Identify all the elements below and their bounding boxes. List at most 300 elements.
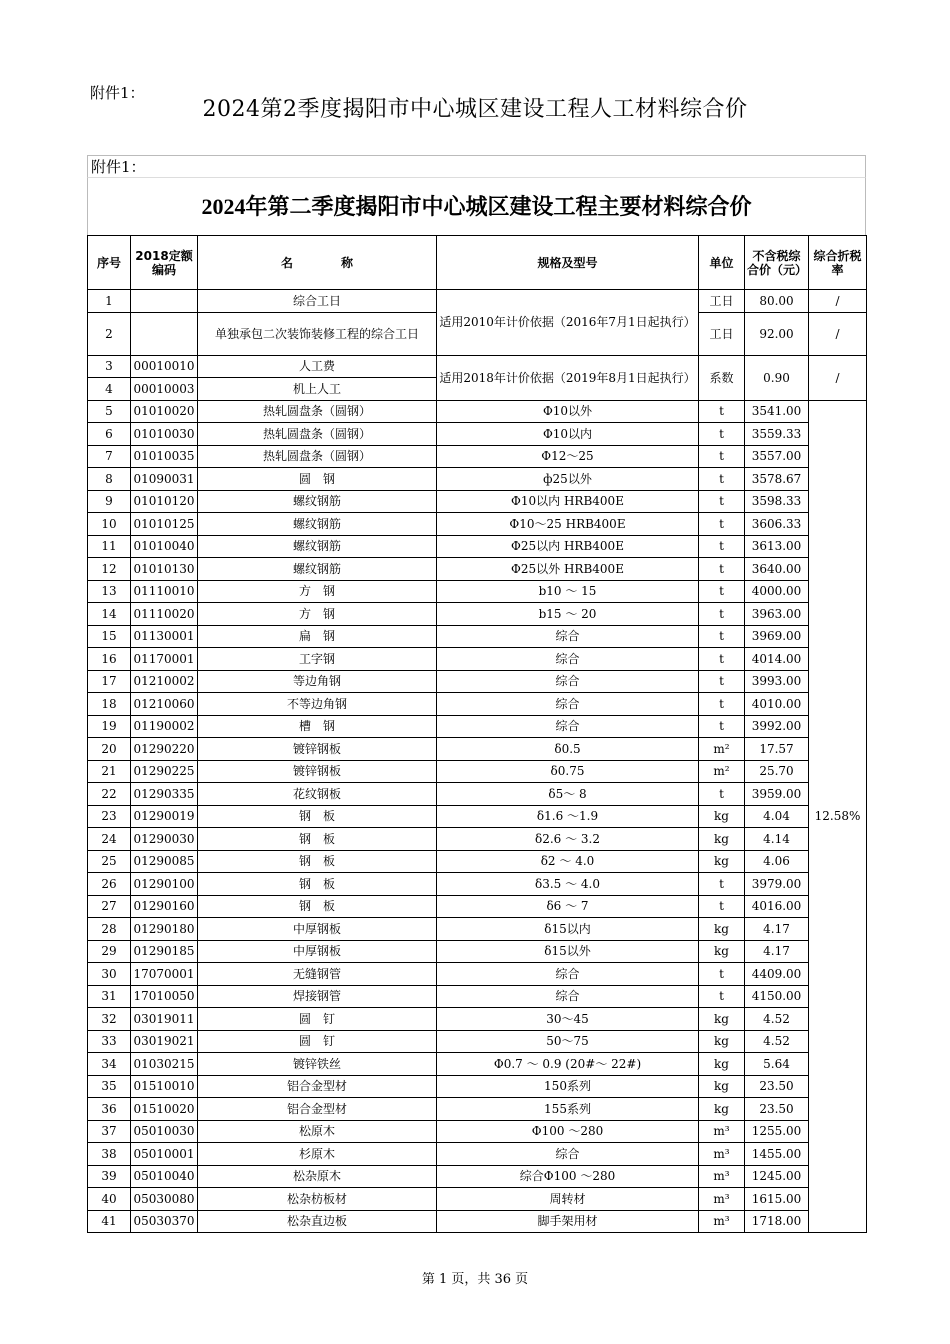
cell-seq: 5 [88, 400, 131, 423]
cell-seq: 37 [88, 1120, 131, 1143]
cell-spec: 150系列 [437, 1075, 699, 1098]
cell-price: 4016.00 [745, 895, 809, 918]
cell-price: 4150.00 [745, 985, 809, 1008]
cell-price: 3598.33 [745, 490, 809, 513]
cell-name: 松杂枋板材 [198, 1188, 437, 1211]
cell-name: 镀锌钢板 [198, 760, 437, 783]
cell-spec: δ15以外 [437, 940, 699, 963]
cell-name: 不等边角钢 [198, 693, 437, 716]
cell-seq: 4 [88, 378, 131, 401]
cell-seq: 41 [88, 1210, 131, 1233]
cell-name: 等边角钢 [198, 670, 437, 693]
cell-unit: t [699, 603, 745, 626]
cell-unit: t [699, 400, 745, 423]
cell-seq: 29 [88, 940, 131, 963]
cell-price: 17.57 [745, 738, 809, 761]
cell-price: 3559.33 [745, 423, 809, 446]
cell-price: 1718.00 [745, 1210, 809, 1233]
cell-unit: kg [699, 850, 745, 873]
cell-unit: kg [699, 940, 745, 963]
sheet-title: 2024年第二季度揭阳市中心城区建设工程主要材料综合价 [87, 177, 866, 235]
cell-price: 3613.00 [745, 535, 809, 558]
cell-name: 铝合金型材 [198, 1098, 437, 1121]
cell-price: 23.50 [745, 1075, 809, 1098]
cell-spec: 综合 [437, 1143, 699, 1166]
cell-spec: δ6 ～ 7 [437, 895, 699, 918]
cell-seq: 36 [88, 1098, 131, 1121]
cell-code: 01290335 [131, 783, 198, 806]
cell-spec: 综合 [437, 985, 699, 1008]
cell-name: 机上人工 [198, 378, 437, 401]
cell-unit: m³ [699, 1188, 745, 1211]
cell-unit: 工日 [699, 290, 745, 313]
cell-unit: t [699, 895, 745, 918]
cell-name: 杉原木 [198, 1143, 437, 1166]
cell-price: 25.70 [745, 760, 809, 783]
cell-unit: t [699, 535, 745, 558]
cell-code: 05010001 [131, 1143, 198, 1166]
table-row [88, 648, 867, 671]
cell-code: 01290180 [131, 918, 198, 941]
cell-name: 镀锌铁丝 [198, 1053, 437, 1076]
cell-unit: 系数 [699, 355, 745, 400]
cell-price: 1615.00 [745, 1188, 809, 1211]
cell-spec: Φ12～25 [437, 445, 699, 468]
table-row [88, 625, 867, 648]
cell-name: 螺纹钢筋 [198, 490, 437, 513]
cell-name: 铝合金型材 [198, 1075, 437, 1098]
cell-price: 1455.00 [745, 1143, 809, 1166]
cell-unit: kg [699, 1008, 745, 1031]
cell-spec: Φ10～25 HRB400E [437, 513, 699, 536]
table-row [88, 603, 867, 626]
cell-spec: δ15以内 [437, 918, 699, 941]
cell-unit: t [699, 873, 745, 896]
cell-code: 03019011 [131, 1008, 198, 1031]
page-title: 2024第2季度揭阳市中心城区建设工程人工材料综合价 [202, 97, 748, 122]
cell-rate: / [809, 355, 867, 400]
cell-unit: 工日 [699, 312, 745, 355]
cell-name: 松原木 [198, 1120, 437, 1143]
cell-price: 92.00 [745, 312, 809, 355]
cell-rate: 12.58% [809, 400, 867, 1233]
header-name: 名 称 [198, 236, 437, 290]
cell-spec: 适用2010年计价依据（2016年7月1日起执行） [437, 290, 699, 356]
cell-unit: kg [699, 918, 745, 941]
cell-seq: 9 [88, 490, 131, 513]
table-row [88, 580, 867, 603]
cell-seq: 28 [88, 918, 131, 941]
cell-price: 4000.00 [745, 580, 809, 603]
table-header-row [88, 236, 867, 290]
table-row [88, 985, 867, 1008]
cell-spec: 综合 [437, 693, 699, 716]
table-row [88, 1030, 867, 1053]
cell-price: 80.00 [745, 290, 809, 313]
header-rate: 综合折税率 [809, 236, 867, 290]
cell-code: 01010020 [131, 400, 198, 423]
cell-seq: 23 [88, 805, 131, 828]
cell-price: 3578.67 [745, 468, 809, 491]
cell-spec: Φ10以外 [437, 400, 699, 423]
cell-seq: 8 [88, 468, 131, 491]
table-row [88, 1120, 867, 1143]
table-row [88, 1053, 867, 1076]
cell-unit: kg [699, 1075, 745, 1098]
table-row [88, 535, 867, 558]
table-row [88, 805, 867, 828]
cell-unit: t [699, 468, 745, 491]
cell-unit: t [699, 445, 745, 468]
cell-code: 01510010 [131, 1075, 198, 1098]
price-sheet [87, 155, 866, 1233]
cell-price: 3993.00 [745, 670, 809, 693]
cell-price: 3969.00 [745, 625, 809, 648]
cell-price: 4014.00 [745, 648, 809, 671]
cell-name: 热轧圆盘条（圆钢） [198, 423, 437, 446]
cell-seq: 12 [88, 558, 131, 581]
cell-code: 01290220 [131, 738, 198, 761]
cell-code: 01170001 [131, 648, 198, 671]
table-row [88, 290, 867, 313]
cell-spec: δ1.6 ～1.9 [437, 805, 699, 828]
cell-unit: kg [699, 1098, 745, 1121]
table-row [88, 693, 867, 716]
cell-price: 3557.00 [745, 445, 809, 468]
cell-code: 17010050 [131, 985, 198, 1008]
cell-name: 松杂直边板 [198, 1210, 437, 1233]
cell-name: 花纹钢板 [198, 783, 437, 806]
cell-seq: 10 [88, 513, 131, 536]
cell-spec: 50～75 [437, 1030, 699, 1053]
cell-unit: kg [699, 1053, 745, 1076]
table-row [88, 423, 867, 446]
cell-seq: 14 [88, 603, 131, 626]
cell-price: 5.64 [745, 1053, 809, 1076]
cell-unit: t [699, 985, 745, 1008]
cell-code: 05030080 [131, 1188, 198, 1211]
cell-seq: 21 [88, 760, 131, 783]
cell-name: 钢 板 [198, 805, 437, 828]
cell-unit: t [699, 490, 745, 513]
cell-name: 松杂原木 [198, 1165, 437, 1188]
cell-seq: 17 [88, 670, 131, 693]
page-footer: 第 1 页，共 36 页 [421, 1272, 529, 1287]
cell-unit: t [699, 648, 745, 671]
cell-price: 3606.33 [745, 513, 809, 536]
cell-name: 钢 板 [198, 873, 437, 896]
cell-code: 01290100 [131, 873, 198, 896]
cell-price: 3541.00 [745, 400, 809, 423]
cell-name: 螺纹钢筋 [198, 535, 437, 558]
cell-code: 05010030 [131, 1120, 198, 1143]
cell-code: 01090031 [131, 468, 198, 491]
cell-seq: 22 [88, 783, 131, 806]
cell-name: 工字钢 [198, 648, 437, 671]
cell-code: 01510020 [131, 1098, 198, 1121]
cell-name: 中厚钢板 [198, 940, 437, 963]
table-row [88, 1008, 867, 1031]
cell-seq: 1 [88, 290, 131, 313]
cell-price: 3992.00 [745, 715, 809, 738]
cell-code: 01010040 [131, 535, 198, 558]
cell-price: 4.17 [745, 940, 809, 963]
cell-unit: t [699, 693, 745, 716]
cell-seq: 38 [88, 1143, 131, 1166]
cell-seq: 30 [88, 963, 131, 986]
cell-unit: m³ [699, 1165, 745, 1188]
cell-name: 方 钢 [198, 603, 437, 626]
cell-seq: 2 [88, 312, 131, 355]
cell-seq: 32 [88, 1008, 131, 1031]
cell-seq: 3 [88, 355, 131, 378]
cell-name: 槽 钢 [198, 715, 437, 738]
cell-unit: m³ [699, 1143, 745, 1166]
table-row [88, 850, 867, 873]
header-seq: 序号 [88, 236, 131, 290]
cell-code: 01110020 [131, 603, 198, 626]
cell-name: 钢 板 [198, 895, 437, 918]
cell-name: 钢 板 [198, 850, 437, 873]
cell-name: 无缝钢管 [198, 963, 437, 986]
cell-code: 01290185 [131, 940, 198, 963]
cell-spec: Φ100 ～280 [437, 1120, 699, 1143]
cell-unit: m² [699, 738, 745, 761]
cell-name: 综合工日 [198, 290, 437, 313]
table-row [88, 1210, 867, 1233]
cell-code: 01190002 [131, 715, 198, 738]
table-body [88, 290, 867, 1233]
cell-spec: 综合 [437, 670, 699, 693]
cell-seq: 39 [88, 1165, 131, 1188]
cell-seq: 13 [88, 580, 131, 603]
cell-name: 焊接钢管 [198, 985, 437, 1008]
cell-unit: kg [699, 828, 745, 851]
cell-name: 圆 钉 [198, 1008, 437, 1031]
cell-unit: t [699, 625, 745, 648]
cell-name: 中厚钢板 [198, 918, 437, 941]
cell-code: 01010120 [131, 490, 198, 513]
cell-price: 4.06 [745, 850, 809, 873]
cell-name: 圆 钢 [198, 468, 437, 491]
cell-unit: t [699, 558, 745, 581]
cell-spec: 30～45 [437, 1008, 699, 1031]
cell-price: 3959.00 [745, 783, 809, 806]
cell-name: 热轧圆盘条（圆钢） [198, 445, 437, 468]
cell-unit: t [699, 963, 745, 986]
cell-unit: kg [699, 805, 745, 828]
cell-unit: m³ [699, 1120, 745, 1143]
cell-price: 3963.00 [745, 603, 809, 626]
cell-spec: δ2.6 ～ 3.2 [437, 828, 699, 851]
table-row [88, 873, 867, 896]
cell-name: 方 钢 [198, 580, 437, 603]
cell-code: 01010130 [131, 558, 198, 581]
attachment-label: 附件1： [90, 84, 145, 102]
cell-code: 01010125 [131, 513, 198, 536]
cell-price: 3640.00 [745, 558, 809, 581]
table-row [88, 670, 867, 693]
table-row [88, 895, 867, 918]
cell-name: 圆 钉 [198, 1030, 437, 1053]
cell-price: 4.14 [745, 828, 809, 851]
cell-price: 4010.00 [745, 693, 809, 716]
cell-unit: kg [699, 1030, 745, 1053]
cell-code: 00010010 [131, 355, 198, 378]
cell-price: 1255.00 [745, 1120, 809, 1143]
cell-unit: m³ [699, 1210, 745, 1233]
cell-spec: Φ25以外 HRB400E [437, 558, 699, 581]
cell-unit: t [699, 783, 745, 806]
cell-seq: 7 [88, 445, 131, 468]
cell-seq: 16 [88, 648, 131, 671]
cell-spec: Φ10以内 [437, 423, 699, 446]
cell-spec: Φ0.7 ～ 0.9 (20#～ 22#) [437, 1053, 699, 1076]
cell-spec: δ0.75 [437, 760, 699, 783]
cell-price: 1245.00 [745, 1165, 809, 1188]
cell-seq: 31 [88, 985, 131, 1008]
cell-spec: b15 ～ 20 [437, 603, 699, 626]
price-table [87, 235, 867, 1233]
cell-seq: 19 [88, 715, 131, 738]
cell-rate: / [809, 312, 867, 355]
cell-seq: 6 [88, 423, 131, 446]
cell-seq: 33 [88, 1030, 131, 1053]
cell-seq: 24 [88, 828, 131, 851]
cell-seq: 26 [88, 873, 131, 896]
cell-code: 01290019 [131, 805, 198, 828]
cell-unit: t [699, 513, 745, 536]
cell-price: 4.52 [745, 1030, 809, 1053]
cell-spec: 综合 [437, 625, 699, 648]
cell-unit: t [699, 715, 745, 738]
cell-code [131, 290, 198, 313]
cell-spec: δ3.5 ～ 4.0 [437, 873, 699, 896]
table-row [88, 783, 867, 806]
cell-unit: t [699, 580, 745, 603]
cell-spec: Φ25以内 HRB400E [437, 535, 699, 558]
cell-name: 人工费 [198, 355, 437, 378]
table-row [88, 963, 867, 986]
cell-spec: δ5～ 8 [437, 783, 699, 806]
cell-spec: 脚手架用材 [437, 1210, 699, 1233]
cell-price: 23.50 [745, 1098, 809, 1121]
cell-price: 4.17 [745, 918, 809, 941]
cell-unit: t [699, 423, 745, 446]
cell-code: 01210002 [131, 670, 198, 693]
cell-code: 01030215 [131, 1053, 198, 1076]
table-row [88, 1143, 867, 1166]
table-row [88, 400, 867, 423]
cell-seq: 27 [88, 895, 131, 918]
cell-spec: δ2 ～ 4.0 [437, 850, 699, 873]
cell-spec: 适用2018年计价依据（2019年8月1日起执行） [437, 355, 699, 400]
header-code: 2018定额编码 [131, 236, 198, 290]
table-row [88, 355, 867, 378]
cell-code: 01110010 [131, 580, 198, 603]
table-row [88, 918, 867, 941]
table-row [88, 738, 867, 761]
cell-seq: 20 [88, 738, 131, 761]
cell-spec: 周转材 [437, 1188, 699, 1211]
cell-seq: 18 [88, 693, 131, 716]
table-row [88, 715, 867, 738]
cell-spec: δ0.5 [437, 738, 699, 761]
header-price: 不含税综合价（元） [745, 236, 809, 290]
table-row [88, 513, 867, 536]
table-row [88, 445, 867, 468]
table-row [88, 940, 867, 963]
cell-name: 螺纹钢筋 [198, 513, 437, 536]
cell-spec: 综合 [437, 648, 699, 671]
cell-spec: 155系列 [437, 1098, 699, 1121]
cell-unit: t [699, 670, 745, 693]
cell-name: 钢 板 [198, 828, 437, 851]
cell-name: 热轧圆盘条（圆钢） [198, 400, 437, 423]
cell-spec: 综合 [437, 963, 699, 986]
cell-price: 4409.00 [745, 963, 809, 986]
cell-price: 4.52 [745, 1008, 809, 1031]
cell-seq: 25 [88, 850, 131, 873]
header-spec: 规格及型号 [437, 236, 699, 290]
cell-code: 01290160 [131, 895, 198, 918]
cell-spec: 综合Φ100 ～280 [437, 1165, 699, 1188]
cell-seq: 40 [88, 1188, 131, 1211]
table-row [88, 1075, 867, 1098]
table-row [88, 1165, 867, 1188]
sheet-attachment-label: 附件1： [87, 155, 866, 177]
table-row [88, 490, 867, 513]
cell-code: 01130001 [131, 625, 198, 648]
cell-code: 17070001 [131, 963, 198, 986]
cell-spec: b10 ～ 15 [437, 580, 699, 603]
cell-name: 单独承包二次装饰装修工程的综合工日 [198, 312, 437, 355]
cell-code: 01010035 [131, 445, 198, 468]
cell-code: 01290085 [131, 850, 198, 873]
cell-code: 05030370 [131, 1210, 198, 1233]
table-row [88, 1188, 867, 1211]
table-row [88, 468, 867, 491]
cell-code: 03019021 [131, 1030, 198, 1053]
cell-code: 01290225 [131, 760, 198, 783]
cell-seq: 11 [88, 535, 131, 558]
cell-spec: Φ10以内 HRB400E [437, 490, 699, 513]
cell-code: 01290030 [131, 828, 198, 851]
cell-seq: 35 [88, 1075, 131, 1098]
header-unit: 单位 [699, 236, 745, 290]
cell-code: 01010030 [131, 423, 198, 446]
table-row [88, 760, 867, 783]
cell-code: 05010040 [131, 1165, 198, 1188]
table-row [88, 558, 867, 581]
cell-name: 镀锌钢板 [198, 738, 437, 761]
cell-name: 螺纹钢筋 [198, 558, 437, 581]
cell-spec: 综合 [437, 715, 699, 738]
cell-name: 扁 钢 [198, 625, 437, 648]
cell-seq: 15 [88, 625, 131, 648]
cell-price: 0.90 [745, 355, 809, 400]
cell-price: 4.04 [745, 805, 809, 828]
cell-code: 00010003 [131, 378, 198, 401]
cell-price: 3979.00 [745, 873, 809, 896]
table-row [88, 828, 867, 851]
cell-spec: ф25以外 [437, 468, 699, 491]
cell-unit: m² [699, 760, 745, 783]
cell-rate: / [809, 290, 867, 313]
cell-code: 01210060 [131, 693, 198, 716]
cell-code [131, 312, 198, 355]
cell-seq: 34 [88, 1053, 131, 1076]
